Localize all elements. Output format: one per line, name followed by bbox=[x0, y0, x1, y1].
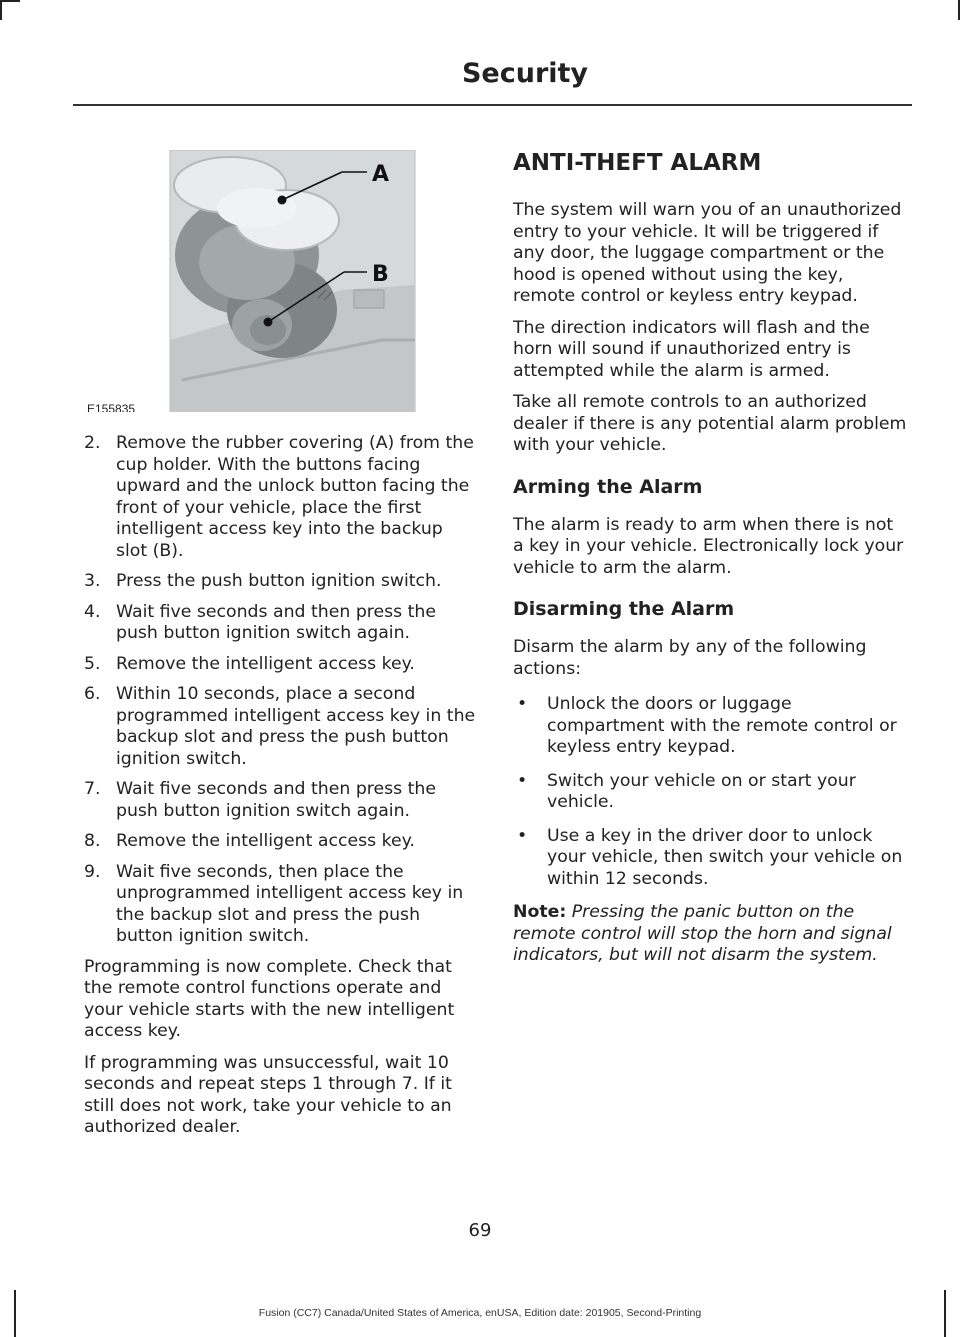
bullet-icon: • bbox=[517, 770, 528, 791]
disarming-intro-paragraph: Disarm the alarm by any of the following actions: bbox=[513, 637, 867, 679]
header-rule bbox=[73, 104, 912, 106]
step-item bbox=[84, 831, 476, 853]
step-text: Remove the intelligent access key. bbox=[116, 831, 415, 851]
step-item bbox=[84, 862, 476, 948]
step-number: 6. bbox=[84, 684, 101, 704]
alarm-dealer-paragraph: Take all remote controls to an authorized dealer if there is any potential alarm problem with your vehicle. bbox=[513, 392, 907, 455]
list-item bbox=[513, 771, 909, 814]
disarming-heading: Disarming the Alarm bbox=[513, 598, 735, 620]
step-item bbox=[84, 571, 476, 593]
step-item bbox=[84, 433, 476, 562]
step-text: Within 10 seconds, place a second programmed intelligent access key in the backup slot and press the push button ignition switch. bbox=[116, 684, 476, 769]
crop-mark-top-left bbox=[0, 0, 2, 20]
callout-b-label: B bbox=[372, 262, 389, 287]
cup-holder-illustration bbox=[82, 150, 474, 412]
step-item bbox=[84, 654, 476, 676]
step-item bbox=[84, 602, 476, 645]
arming-paragraph: The alarm is ready to arm when there is not a key in your vehicle. Electronically lock your vehicle to arm the alarm. bbox=[513, 514, 904, 578]
step-number: 3. bbox=[84, 571, 101, 591]
step-text: Remove the intelligent access key. bbox=[116, 653, 415, 674]
steps-list bbox=[84, 433, 476, 948]
bullet-icon: • bbox=[517, 694, 528, 714]
step-number: 2. bbox=[84, 433, 101, 453]
note-paragraph bbox=[513, 902, 909, 967]
bullet-icon: • bbox=[517, 825, 528, 846]
section-heading: ANTI-THEFT ALARM bbox=[513, 150, 762, 176]
list-item bbox=[513, 694, 909, 759]
page-number: 69 bbox=[468, 1220, 492, 1241]
list-item bbox=[513, 826, 909, 891]
alarm-intro-paragraph: The system will warn you of an unauthorized entry to your vehicle. It will be triggered if any door, the luggage compartment or the hood is opened without using the key, remote control or keyless entry keypad. bbox=[513, 200, 902, 306]
step-text: Wait five seconds and then press the push button ignition switch again. bbox=[116, 601, 437, 643]
step-number: 9. bbox=[84, 861, 101, 882]
alarm-indicators-paragraph: The direction indicators will flash and the horn will sound if unauthorized entry is attempted while the alarm is armed. bbox=[513, 317, 870, 381]
cup-holder-figure bbox=[82, 150, 474, 412]
step-text: Press the push button ignition switch. bbox=[116, 571, 442, 591]
bullet-text: Unlock the doors or luggage compartment with the remote control or keyless entry keypad. bbox=[547, 694, 897, 757]
step-number: 4. bbox=[84, 601, 101, 622]
callout-a-label: A bbox=[372, 162, 390, 187]
step-item bbox=[84, 684, 476, 770]
step-text: Wait five seconds, then place the unprogrammed intelligent access key in the backup slot and press the push button ignition switch. bbox=[116, 861, 464, 946]
programming-complete-paragraph: Programming is now complete. Check that the remote control functions operate and your vehicle starts with the new intelligent access key. bbox=[84, 956, 455, 1041]
note-text: Pressing the panic button on the remote control will stop the horn and signal indicators, but will not disarm the system. bbox=[513, 902, 892, 965]
disarm-actions-list bbox=[513, 694, 909, 890]
bullet-text: Switch your vehicle on or start your vehicle. bbox=[547, 770, 856, 812]
step-text: Wait five seconds and then press the push button ignition switch again. bbox=[116, 779, 437, 821]
bullet-text: Use a key in the driver door to unlock your vehicle, then switch your vehicle on within 12 seconds. bbox=[547, 825, 903, 889]
programming-unsuccessful-paragraph: If programming was unsuccessful, wait 10 seconds and repeat steps 1 through 7. If it still does not work, take your vehicle to an authorized dealer. bbox=[84, 1052, 452, 1137]
step-number: 8. bbox=[84, 831, 101, 851]
crop-mark-top-left-h bbox=[0, 0, 20, 2]
step-item bbox=[84, 779, 476, 822]
right-column bbox=[513, 148, 909, 977]
footer-edition-info: Fusion (CC7) Canada/United States of America, enUSA, Edition date: 201905, Second-Printing bbox=[258, 1307, 702, 1319]
step-text: Remove the rubber covering (A) from the cup holder. With the buttons facing upward and the unlock button facing the front of your vehicle, place the first intelligent access key into the backup slot (B). bbox=[116, 433, 474, 561]
page-title: Security bbox=[461, 58, 589, 89]
note-label: Note: bbox=[513, 902, 567, 922]
step-number: 5. bbox=[84, 653, 101, 674]
left-column bbox=[84, 433, 476, 1149]
arming-heading: Arming the Alarm bbox=[513, 475, 703, 498]
step-number: 7. bbox=[84, 779, 101, 799]
figure-code: E155835 bbox=[87, 402, 136, 412]
